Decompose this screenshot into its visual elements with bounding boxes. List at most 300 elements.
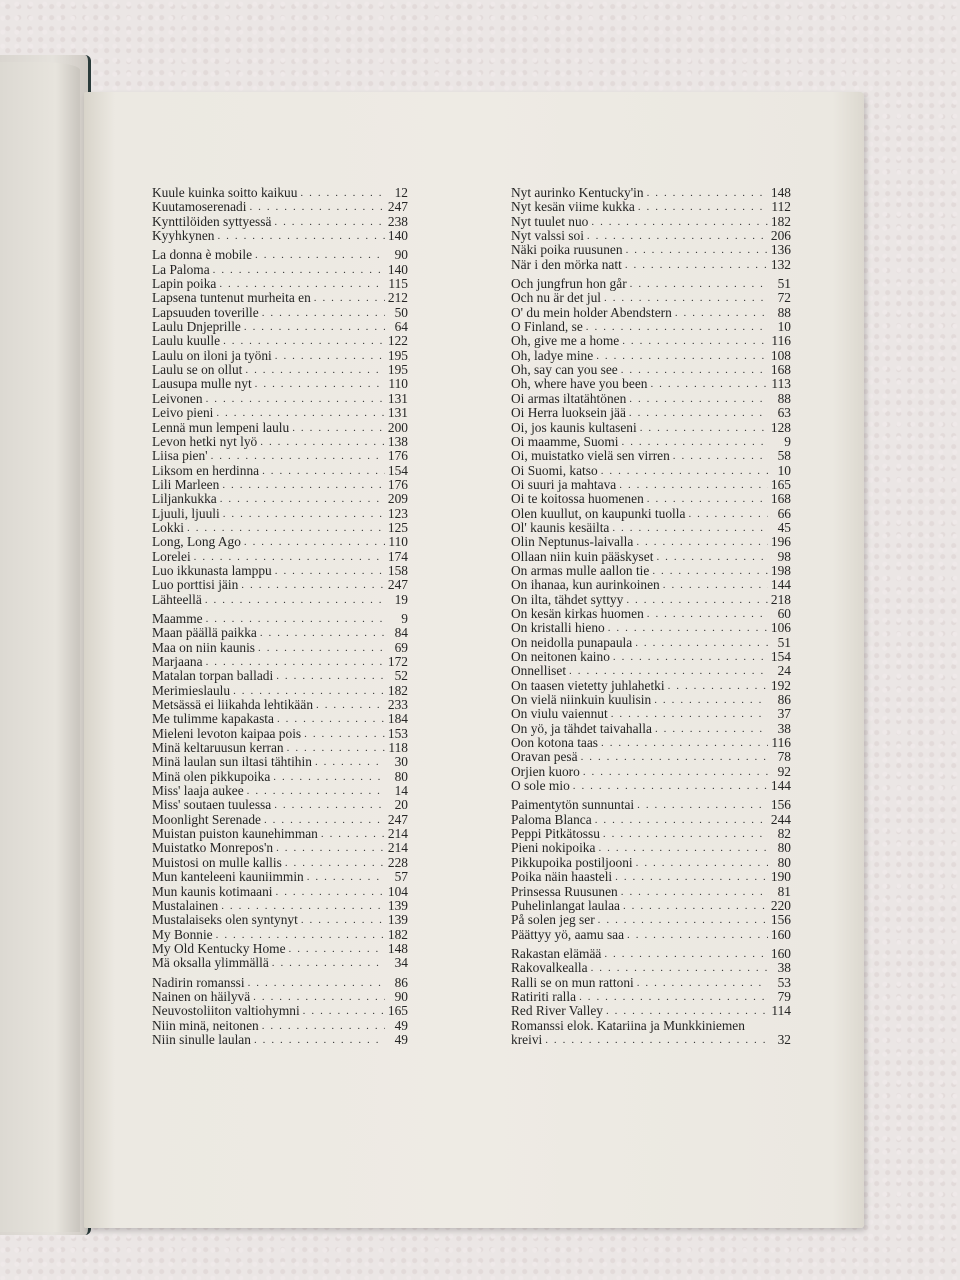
page-number: 238: [387, 213, 408, 229]
song-title: Luo ikkunasta lamppu: [152, 562, 272, 578]
song-title: Päättyy yö, aamu saa: [511, 926, 625, 942]
song-title: Muistan puiston kaunehimman: [152, 826, 318, 842]
song-title: Oh, ladye mine: [511, 347, 594, 363]
index-entry: [152, 684, 408, 698]
page-number: 168: [770, 491, 791, 507]
index-entry: [511, 215, 791, 229]
page-number: 184: [387, 711, 408, 727]
song-title: Ollaan niin kuin pääskyset: [511, 548, 654, 564]
page-number: 168: [770, 362, 791, 378]
page-number: 144: [770, 577, 791, 593]
page-number: 140: [387, 228, 408, 244]
dot-leader: [233, 684, 385, 698]
dot-leader: [274, 798, 385, 812]
dot-leader: [206, 655, 385, 669]
dot-leader: [650, 377, 768, 391]
index-entry: [152, 593, 408, 607]
song-title: Laulu on iloni ja työni: [152, 347, 272, 363]
song-title: Laulu Dnjeprille: [152, 319, 241, 335]
dot-leader: [569, 664, 768, 678]
index-entry: [511, 291, 791, 305]
dot-leader: [591, 215, 768, 229]
page-number: 104: [387, 883, 408, 899]
index-entry: [511, 478, 791, 492]
dot-leader: [627, 928, 768, 942]
index-entry: [511, 870, 791, 884]
index-entry: [511, 947, 791, 961]
song-title: Nainen on häilyvä: [152, 988, 251, 1004]
index-entry: [511, 976, 791, 990]
page-number: 148: [770, 185, 791, 200]
index-entry: [152, 784, 408, 798]
dot-leader: [258, 641, 385, 655]
index-entry: [511, 636, 791, 650]
song-title: När i den mörka natt: [511, 256, 622, 272]
page-number: 38: [777, 720, 791, 736]
dot-leader: [222, 478, 385, 492]
page-number: 176: [387, 448, 408, 464]
index-entry: [511, 928, 791, 942]
page-number: 200: [387, 419, 408, 435]
dot-leader: [254, 1033, 385, 1047]
page-number: 247: [387, 811, 408, 827]
dot-leader: [262, 464, 385, 478]
dot-leader: [675, 306, 768, 320]
index-entry: [152, 741, 408, 755]
song-title: Lapsena tuntenut murheita en: [152, 290, 311, 306]
song-title: Leivo pieni: [152, 405, 214, 421]
page-number: 108: [770, 347, 791, 363]
dot-leader: [273, 770, 385, 784]
song-title: Muistatko Monrepos'n: [152, 840, 274, 856]
page-number: 98: [777, 548, 791, 564]
dot-leader: [314, 291, 385, 305]
dot-leader: [255, 248, 385, 262]
index-entry: [511, 521, 791, 535]
index-entry: [152, 200, 408, 214]
dot-leader: [262, 306, 385, 320]
dot-leader: [640, 421, 768, 435]
index-entry: [511, 779, 791, 793]
dot-leader: [287, 741, 385, 755]
dot-leader: [619, 478, 768, 492]
dot-leader: [247, 784, 385, 798]
page-number: 34: [394, 955, 408, 971]
page-number: 195: [387, 347, 408, 363]
song-title: Oh, say can you see: [511, 362, 618, 378]
page-number: 139: [387, 897, 408, 913]
dot-leader: [316, 698, 385, 712]
index-entry: [152, 1019, 408, 1033]
dot-leader: [216, 406, 385, 420]
dot-leader: [206, 392, 385, 406]
page-number: 82: [777, 826, 791, 842]
page-number: 153: [387, 725, 408, 741]
dot-leader: [637, 976, 768, 990]
page-number: 58: [777, 448, 791, 464]
page-number: 20: [394, 797, 408, 813]
song-title: On taasen vietetty juhlahetki: [511, 677, 665, 693]
dot-leader: [285, 856, 385, 870]
index-entry: [152, 928, 408, 942]
song-title: On armas mulle aallon tie: [511, 562, 650, 578]
dot-leader: [216, 928, 385, 942]
index-entry: [511, 1033, 791, 1047]
song-title: Laulu se on ollut: [152, 362, 243, 378]
song-title: Peppi Pitkätossu: [511, 826, 600, 842]
song-title: Oi maamme, Suomi: [511, 433, 619, 449]
index-entry: [511, 813, 791, 827]
dot-leader: [221, 899, 385, 913]
page-number: 14: [394, 783, 408, 799]
page-number: 50: [394, 304, 408, 320]
song-title: Mä oksalla ylimmällä: [152, 955, 269, 971]
page-number: 198: [770, 562, 791, 578]
index-entry: [152, 320, 408, 334]
page-number: 247: [387, 577, 408, 593]
dot-leader: [303, 1004, 385, 1018]
dot-leader: [652, 564, 768, 578]
song-title: Minä laulan sun iltasi tähtihin: [152, 754, 312, 770]
song-title: Liljankukka: [152, 491, 217, 507]
page-number: 148: [387, 940, 408, 956]
page-number: 206: [770, 228, 791, 244]
song-title: Romanssi elok. Katariina ja Munkkiniemen: [511, 1017, 745, 1033]
index-entry: [511, 621, 791, 635]
index-entry: [152, 698, 408, 712]
dot-leader: [615, 870, 768, 884]
index-entry: [511, 334, 791, 348]
index-entry: [152, 392, 408, 406]
dot-leader: [636, 856, 768, 870]
index-entry: [511, 856, 791, 870]
index-entry: [152, 564, 408, 578]
index-entry: [511, 1004, 791, 1018]
song-title: Pieni nokipoika: [511, 840, 596, 856]
page-number: 140: [387, 261, 408, 277]
page-number: 209: [387, 491, 408, 507]
index-entry: [152, 913, 408, 927]
page-number: 24: [777, 663, 791, 679]
song-title: Mieleni levoton kaipaa pois: [152, 725, 302, 741]
index-entry: [152, 827, 408, 841]
dot-leader: [604, 291, 768, 305]
dot-leader: [581, 750, 768, 764]
page-number: 81: [777, 883, 791, 899]
index-entry: [511, 349, 791, 363]
index-entry: [152, 770, 408, 784]
page-number: 51: [777, 634, 791, 650]
index-entry: [152, 291, 408, 305]
dot-leader: [304, 727, 385, 741]
song-title: Rakastan elämää: [511, 945, 602, 961]
page-number: 80: [777, 840, 791, 856]
index-entry: [152, 229, 408, 243]
index-entry: [152, 248, 408, 262]
page-number: 80: [394, 768, 408, 784]
song-title: Puhelinlangat laulaa: [511, 897, 620, 913]
page-number: 84: [394, 625, 408, 641]
dot-leader: [595, 813, 768, 827]
dot-leader: [601, 736, 768, 750]
index-entry: [152, 435, 408, 449]
dot-leader: [255, 377, 385, 391]
page-number: 138: [387, 433, 408, 449]
song-title: Leivonen: [152, 390, 203, 406]
page-number: 116: [771, 333, 791, 349]
page-number: 214: [387, 840, 408, 856]
dot-leader: [654, 693, 768, 707]
song-title: Liksom en herdinna: [152, 462, 260, 478]
index-column-left: [152, 186, 408, 1047]
dot-leader: [629, 406, 768, 420]
dot-leader: [220, 492, 385, 506]
dot-leader: [611, 707, 768, 721]
song-title: Oon kotona taas: [511, 735, 599, 751]
dot-leader: [638, 200, 768, 214]
index-entry: [511, 650, 791, 664]
song-title: Levon hetki nyt lyö: [152, 433, 258, 449]
song-title: Lorelei: [152, 548, 191, 564]
song-title: Olin Neptunus-laivalla: [511, 534, 634, 550]
index-entry: [152, 464, 408, 478]
song-title: Ljuuli, ljuuli: [152, 505, 220, 521]
dot-leader: [274, 215, 385, 229]
dot-leader: [244, 535, 385, 549]
dot-leader: [596, 349, 768, 363]
index-entry: [152, 1004, 408, 1018]
page-number: 66: [777, 505, 791, 521]
index-entry: [152, 215, 408, 229]
dot-leader: [194, 550, 385, 564]
index-entry: [511, 492, 791, 506]
index-entry: [511, 899, 791, 913]
song-title: Oi armas iltatähtönen: [511, 390, 627, 406]
dot-leader: [275, 564, 385, 578]
index-entry: [511, 607, 791, 621]
song-title: Oi Suomi, katso: [511, 462, 598, 478]
page-number: 128: [770, 419, 791, 435]
page-number: 214: [387, 826, 408, 842]
left-page-edge: [0, 62, 80, 1232]
song-title: Minä olen pikkupoika: [152, 768, 271, 784]
page-number: 90: [394, 247, 408, 263]
page-number: 132: [770, 256, 791, 272]
song-title: Lapin poika: [152, 276, 217, 292]
index-entry: [152, 899, 408, 913]
song-title: O' du mein holder Abendstern: [511, 304, 672, 320]
song-title: Lapsuuden toverille: [152, 304, 259, 320]
song-title: Nyt tuulet nuo: [511, 213, 589, 229]
index-entry: [152, 334, 408, 348]
index-entry: [152, 655, 408, 669]
dot-leader: [647, 492, 768, 506]
index-entry: [152, 942, 408, 956]
song-title: O sole mio: [511, 778, 570, 794]
song-title: Lausupa mulle nyt: [152, 376, 252, 392]
song-title: Kynttilöiden syttyessä: [152, 213, 272, 229]
page-number: 172: [387, 654, 408, 669]
index-entry: [152, 406, 408, 420]
index-entry: [152, 186, 408, 200]
page-number: 154: [387, 462, 408, 478]
song-title: Kuutamoserenadi: [152, 199, 247, 215]
song-title: My Old Kentucky Home: [152, 940, 286, 956]
song-title: O Finland, se: [511, 319, 583, 335]
song-title: On viulu vaiennut: [511, 706, 608, 722]
dot-leader: [211, 449, 385, 463]
song-title: Maamme: [152, 610, 203, 626]
page-number: 212: [387, 290, 408, 306]
page-number: 114: [771, 1003, 791, 1019]
page-number: 112: [771, 199, 791, 215]
page-number: 63: [777, 405, 791, 421]
dot-leader: [612, 521, 768, 535]
song-title: Poika näin haasteli: [511, 869, 613, 885]
page-number: 78: [777, 749, 791, 765]
song-title: Oravan pesä: [511, 749, 578, 765]
index-entry: [511, 435, 791, 449]
index-entry: [511, 885, 791, 899]
page-number: 118: [388, 740, 408, 756]
page-number: 165: [387, 1003, 408, 1019]
page-number: 60: [777, 605, 791, 621]
page-number: 110: [388, 534, 408, 550]
dot-leader: [248, 976, 385, 990]
page-number: 79: [777, 988, 791, 1004]
page-number: 182: [770, 213, 791, 229]
page-number: 12: [394, 185, 408, 200]
song-title: Prinsessa Ruusunen: [511, 883, 618, 899]
song-title: Muistosi on mulle kallis: [152, 854, 282, 870]
index-entry: [152, 612, 408, 626]
page-number: 247: [387, 199, 408, 215]
index-entry: [511, 707, 791, 721]
index-entry: [511, 507, 791, 521]
index-entry: [152, 521, 408, 535]
index-entry: [511, 200, 791, 214]
index-entry: [511, 736, 791, 750]
index-entry: [511, 593, 791, 607]
song-title: Minä keltaruusun kerran: [152, 740, 284, 756]
index-entry: [511, 990, 791, 1004]
dot-leader: [637, 798, 768, 812]
song-title: Nyt aurinko Kentucky'in: [511, 185, 644, 200]
song-title: Pikkupoika postiljooni: [511, 854, 633, 870]
index-entry: [511, 421, 791, 435]
page-number: 176: [387, 476, 408, 492]
song-title: Luo porttisi jäin: [152, 577, 239, 593]
dot-leader: [579, 990, 768, 1004]
index-entry: [152, 306, 408, 320]
dot-leader: [321, 827, 385, 841]
dot-leader: [276, 885, 385, 899]
dot-leader: [629, 392, 768, 406]
dot-leader: [603, 827, 768, 841]
dot-leader: [622, 435, 769, 449]
dot-leader: [260, 435, 385, 449]
dot-leader: [277, 712, 385, 726]
page-number: 86: [777, 692, 791, 708]
dot-leader: [244, 320, 385, 334]
page-number: 158: [387, 562, 408, 578]
song-title: Red River Valley: [511, 1003, 603, 1019]
song-title: La Paloma: [152, 261, 210, 277]
page-number: 88: [777, 390, 791, 406]
song-title: Oh, where have you been: [511, 376, 648, 392]
page-number: 53: [777, 974, 791, 990]
index-entry: [152, 856, 408, 870]
dot-leader: [647, 607, 768, 621]
song-title: Kuule kuinka soitto kaikuu: [152, 185, 298, 200]
page-number: 182: [387, 926, 408, 942]
dot-leader: [187, 521, 385, 535]
dot-leader: [622, 334, 768, 348]
page-number: 32: [777, 1031, 791, 1047]
song-title: Onnelliset: [511, 663, 567, 679]
song-title: Oi, jos kaunis kultaseni: [511, 419, 637, 435]
song-title: Ratiriti ralla: [511, 988, 577, 1004]
dot-leader: [626, 243, 768, 257]
song-title: Ralli se on mun rattoni: [511, 974, 634, 990]
page-number: 195: [387, 362, 408, 378]
index-entry: [152, 990, 408, 1004]
song-title: Merimieslaulu: [152, 682, 231, 698]
index-entry: [152, 956, 408, 970]
dot-leader: [623, 899, 768, 913]
dot-leader: [606, 1004, 768, 1018]
dot-leader: [647, 186, 768, 200]
dot-leader: [668, 679, 768, 693]
dot-leader: [630, 277, 768, 291]
index-entry: [152, 885, 408, 899]
page-number: 233: [387, 697, 408, 713]
dot-leader: [663, 578, 768, 592]
dot-leader: [249, 200, 384, 214]
index-entry: [152, 449, 408, 463]
index-entry: [152, 535, 408, 549]
song-title: Me tulimme kapakasta: [152, 711, 274, 727]
page-number: 160: [770, 926, 791, 942]
dot-leader: [583, 765, 768, 779]
index-entry: [511, 750, 791, 764]
dot-leader: [598, 841, 768, 855]
dot-leader: [289, 942, 385, 956]
song-title: La donna è mobile: [152, 247, 253, 263]
song-title: Kyyhkynen: [152, 228, 215, 244]
dot-leader: [205, 593, 385, 607]
song-title: Miss' laaja aukee: [152, 783, 244, 799]
index-entry: [152, 363, 408, 377]
page-number: 92: [777, 763, 791, 779]
index-entry: [152, 349, 408, 363]
page-number: 19: [394, 591, 408, 607]
dot-leader: [241, 578, 385, 592]
page-number: 160: [770, 945, 791, 961]
page-number: 80: [777, 854, 791, 870]
dot-leader: [601, 464, 768, 478]
song-title: Nyt valssi soi: [511, 228, 584, 244]
dot-leader: [264, 813, 385, 827]
index-entry: [511, 913, 791, 927]
song-title: kreivi: [511, 1031, 543, 1047]
song-title: On ilta, tähdet syttyy: [511, 591, 624, 607]
song-title: Oi suuri ja mahtava: [511, 476, 617, 492]
dot-leader: [573, 779, 768, 793]
index-entry: [511, 841, 791, 855]
dot-leader: [621, 363, 768, 377]
song-title: On neitonen kaino: [511, 649, 610, 664]
